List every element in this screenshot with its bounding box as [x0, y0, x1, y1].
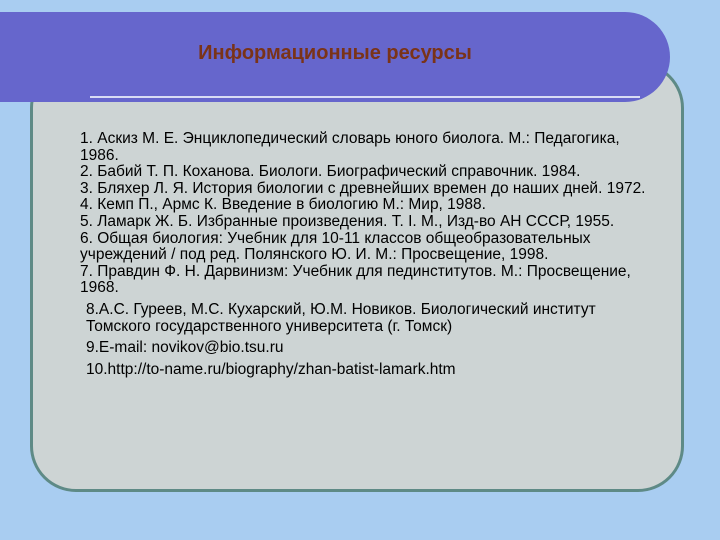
reference-item-7: 7. Правдин Ф. Н. Дарвинизм: Учебник для пединститутов. М.: Просвещение, 1968.	[80, 262, 631, 297]
slide-title: Информационные ресурсы	[198, 42, 472, 64]
reference-item-5: 5. Ламарк Ж. Б. Избранные произведения. Т. I. М., Изд-во АН СССР, 1955.	[80, 212, 615, 230]
reference-item-4: 4. Кемп П., Армс К. Введение в биологию М.: Мир, 1988.	[80, 196, 486, 214]
reference-item-3: 3. Бляхер Л. Я. История биологии с древнейших времен до наших дней. 1972.	[80, 179, 646, 197]
reference-item-2: 2. Бабий Т. П. Коханова. Биологи. Биографический справочник. 1984.	[80, 163, 581, 181]
reference-item-9: 9.E-mail: novikov@bio.tsu.ru	[86, 339, 284, 357]
reference-list	[80, 131, 655, 378]
reference-item-8: 8.А.С. Гуреев, М.С. Кухарский, Ю.М. Новиков. Биологический институт Томского государственного университета (г. Томск)	[86, 300, 596, 335]
reference-item-1: 1. Аскиз М. Е. Энциклопедический словарь юного биолога. М.: Педагогика, 1986.	[80, 130, 620, 164]
header-divider	[90, 96, 640, 98]
reference-item-6: 6. Общая биология: Учебник для 10-11 классов общеобразовательных учреждений / под ред. Полянского Ю. И. М.: Просвещение, 1998.	[80, 229, 591, 264]
reference-item-10: 10.http://to-name.ru/biography/zhan-batist-lamark.htm	[86, 360, 456, 378]
